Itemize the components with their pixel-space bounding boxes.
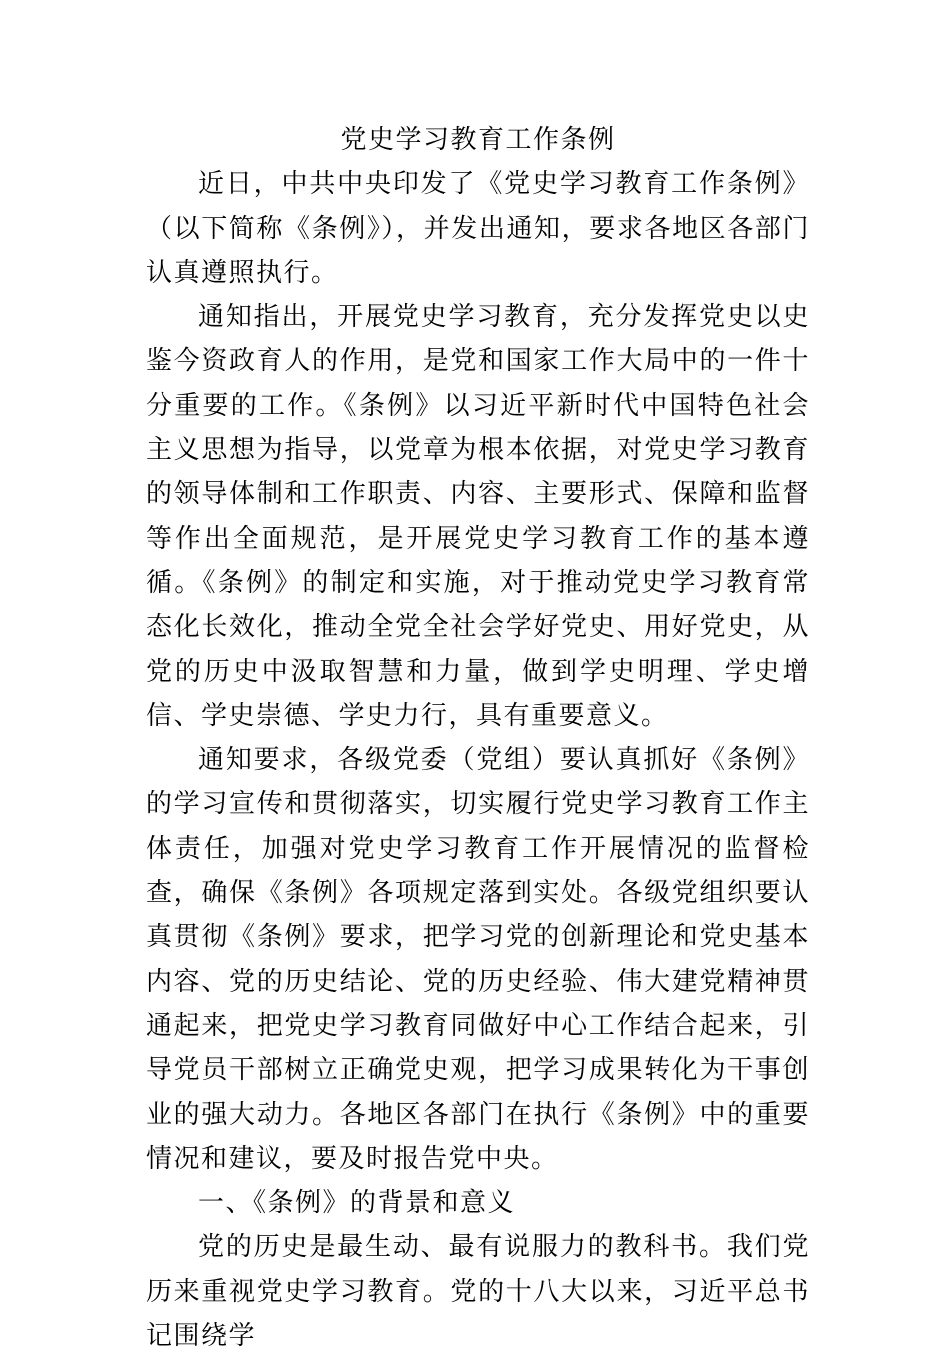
paragraph-intro: 近日，中共中央印发了《党史学习教育工作条例》（以下简称《条例》），并发出通知，要求各地区各部门认真遵照执行。 [146,169,810,288]
paragraph-notice-points: 通知指出，开展党史学习教育，充分发挥党史以史鉴今资政育人的作用，是党和国家工作大局中的一件十分重要的工作。《条例》以习近平新时代中国特色社会主义思想为指导，以党章为根本依据，对党史学习教育的领导体制和工作职责、内容、主要形式、保障和监督等作出全面规范，是开展党史学习教育工作的基本遵循。《条例》的制定和实施，对于推动党史学习教育常态化长效化，推动全党全社会学好党史、用好党史，从党的历史中汲取智慧和力量，做到学史明理、学史增信、学史崇德、学史力行，具有重要意义。 [146,302,810,731]
paragraph-notice-requirements: 通知要求，各级党委（党组）要认真抓好《条例》的学习宣传和贯彻落实，切实履行党史学习教育工作主体责任，加强对党史学习教育工作开展情况的监督检查，确保《条例》各项规定落到实处。各级党组织要认真贯彻《条例》要求，把学习党的创新理论和党史基本内容、党的历史结论、党的历史经验、伟大建党精神贯通起来，把党史学习教育同做好中心工作结合起来，引导党员干部树立正确党史观，把学习成果转化为干事创业的强大动力。各地区各部门在执行《条例》中的重要情况和建议，要及时报告党中央。 [146,745,810,1174]
document-body [146,118,810,1358]
section-heading: 一、《条例》的背景和意义 [198,1188,516,1219]
section-paragraph: 党的历史是最生动、最有说服力的教科书。我们党历来重视党史学习教育。党的十八大以来，习近平总书记围绕学 [146,1232,810,1352]
document-title: 党史学习教育工作条例 [340,125,616,155]
